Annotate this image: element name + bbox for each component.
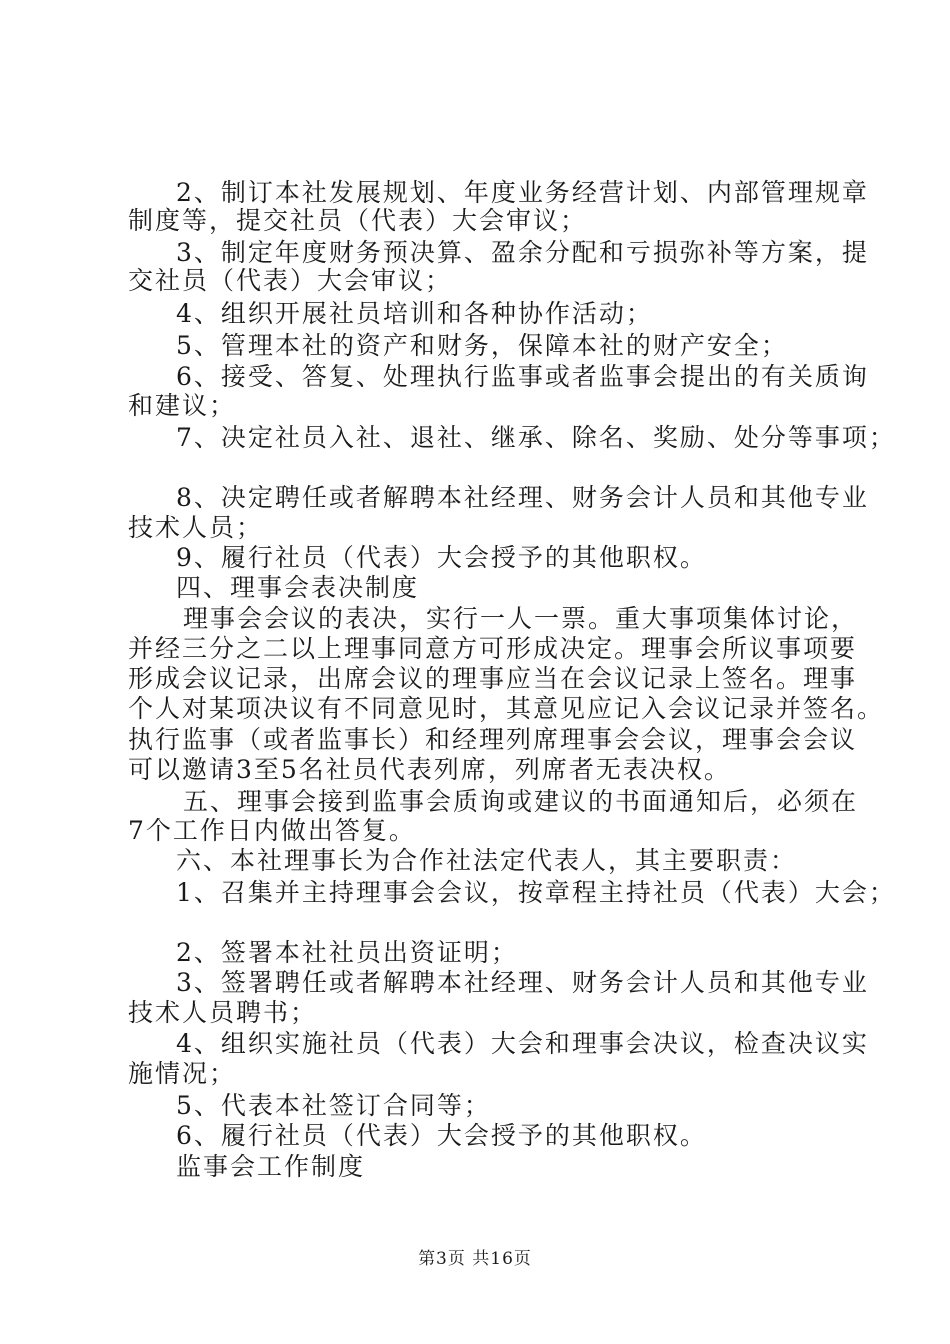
text-line: 制度等，提交社员（代表）大会审议； <box>128 206 588 235</box>
text-line: 理事会会议的表决，实行一人一票。重大事项集体讨论， <box>183 604 859 633</box>
text-line: 个人对某项决议有不同意见时，其意见应记入会议记录并签名。 <box>128 694 885 723</box>
text-line: 技术人员； <box>128 513 264 542</box>
text-line: 形成会议记录，出席会议的理事应当在会议记录上签名。理事 <box>128 664 858 693</box>
text-line: 5、代表本社签订合同等； <box>176 1091 491 1120</box>
text-line: 3、签署聘任或者解聘本社经理、财务会计人员和其他专业 <box>176 968 869 997</box>
text-line: 2、签署本社社员出资证明； <box>176 938 518 967</box>
section-heading: 监事会工作制度 <box>176 1152 366 1181</box>
text-line: 交社员（代表）大会审议； <box>128 266 453 295</box>
text-line: 施情况； <box>128 1059 237 1088</box>
section-heading: 四、理事会表决制度 <box>176 573 420 602</box>
text-line: 和建议； <box>128 391 237 420</box>
text-line: 5、管理本社的资产和财务，保障本社的财产安全； <box>176 331 788 360</box>
text-line: 技术人员聘书； <box>128 998 318 1027</box>
text-line: 可以邀请3至5名社员代表列席，列席者无表决权。 <box>128 755 731 784</box>
text-line: 4、组织实施社员（代表）大会和理事会决议，检查决议实 <box>176 1029 869 1058</box>
text-line: 6、履行社员（代表）大会授予的其他职权。 <box>176 1121 707 1150</box>
page-number-footer: 第3页 共16页 <box>418 1249 532 1269</box>
text-line: 8、决定聘任或者解聘本社经理、财务会计人员和其他专业 <box>176 483 869 512</box>
text-line: 7个工作日内做出答复。 <box>128 816 416 845</box>
text-line: 五、理事会接到监事会质询或建议的书面通知后，必须在 <box>183 787 859 816</box>
text-line: 7、决定社员入社、退社、继承、除名、奖励、处分等事项； <box>176 423 896 452</box>
text-line: 并经三分之二以上理事同意方可形成决定。理事会所议事项要 <box>128 634 858 663</box>
text-line: 9、履行社员（代表）大会授予的其他职权。 <box>176 543 707 572</box>
text-line: 六、本社理事长为合作社法定代表人，其主要职责： <box>176 846 798 875</box>
text-line: 3、制定年度财务预决算、盈余分配和亏损弥补等方案，提 <box>176 238 869 267</box>
text-line: 4、组织开展社员培训和各种协作活动； <box>176 299 653 328</box>
text-line: 1、召集并主持理事会会议，按章程主持社员（代表）大会； <box>176 878 896 907</box>
text-line: 2、制订本社发展规划、年度业务经营计划、内部管理规章 <box>176 178 869 207</box>
text-line: 执行监事（或者监事长）和经理列席理事会会议，理事会会议 <box>128 725 858 754</box>
text-line: 6、接受、答复、处理执行监事或者监事会提出的有关质询 <box>176 362 869 391</box>
